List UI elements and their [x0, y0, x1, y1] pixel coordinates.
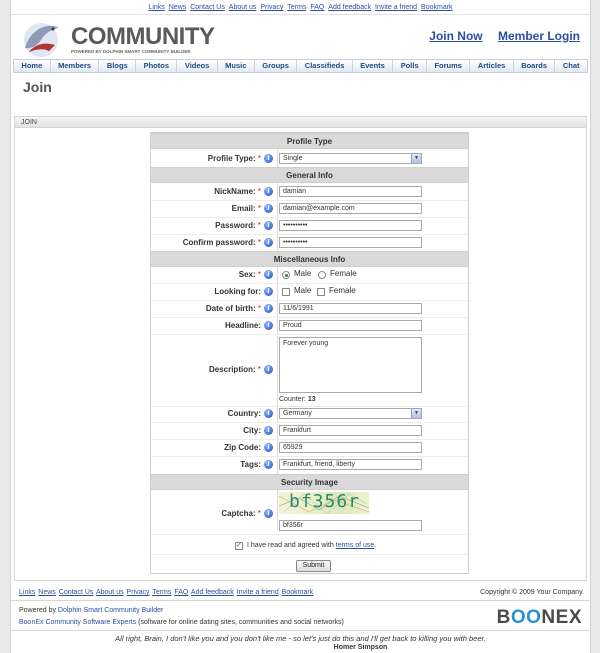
top-divider	[11, 14, 590, 15]
email-label: Email: *	[231, 204, 261, 213]
description-label: Description: *	[208, 365, 261, 374]
looking-for-label: Looking for:	[214, 287, 261, 296]
nav-events[interactable]: Events	[353, 60, 393, 72]
boonex-experts-link[interactable]: BoonEx Community Software Experts	[19, 619, 137, 626]
info-icon[interactable]: i	[264, 154, 273, 163]
dolphin-link[interactable]: Dolphin Smart Community Builder	[57, 607, 164, 614]
row-divider	[151, 234, 468, 235]
logo-title: COMMUNITY	[71, 23, 215, 50]
tags-label: Tags:	[240, 460, 261, 469]
top-link-privacy[interactable]: Privacy	[260, 4, 284, 11]
top-link-feedback[interactable]: Add feedback	[328, 4, 372, 11]
footer-link-news[interactable]: News	[38, 589, 56, 596]
sex-female-label: Female	[330, 269, 357, 278]
footer-link-faq[interactable]: FAQ	[174, 589, 189, 596]
top-link-faq[interactable]: FAQ	[310, 4, 325, 11]
info-icon[interactable]: i	[264, 287, 273, 296]
info-icon[interactable]: i	[264, 509, 273, 518]
top-link-news[interactable]: News	[168, 4, 187, 11]
nav-classifieds[interactable]: Classifieds	[297, 60, 352, 72]
chevron-down-icon: ▼	[411, 409, 421, 418]
bottom-divider	[11, 630, 590, 631]
sex-male-radio[interactable]	[282, 271, 290, 279]
info-icon[interactable]: i	[264, 270, 273, 279]
boonex-logo[interactable]: BOONEX	[496, 607, 582, 628]
top-link-bookmark[interactable]: Bookmark	[421, 4, 453, 11]
top-link-contact[interactable]: Contact Us	[190, 4, 225, 11]
nav-chat[interactable]: Chat	[562, 61, 580, 70]
looking-female-checkbox[interactable]	[317, 288, 325, 296]
password-label: Password: *	[215, 221, 261, 230]
nav-photos[interactable]: Photos	[136, 60, 177, 72]
city-label: City:	[243, 426, 261, 435]
info-icon[interactable]: i	[264, 187, 273, 196]
quote-author: Homer Simpson	[333, 644, 388, 651]
row-divider	[151, 300, 468, 301]
top-links	[11, 4, 590, 11]
password-input[interactable]: ••••••••••	[279, 220, 422, 231]
footer-link-terms[interactable]: Terms	[152, 589, 172, 596]
sex-male-label: Male	[294, 269, 312, 278]
captcha-text: bf356r	[289, 492, 361, 512]
row-divider	[151, 283, 468, 284]
footer-link-about[interactable]: About us	[95, 589, 124, 596]
submit-button[interactable]: Submit	[296, 560, 331, 572]
row-divider	[151, 422, 468, 423]
footer-link-invite[interactable]: Invite a friend	[236, 589, 279, 596]
chevron-down-icon: ▼	[411, 154, 421, 163]
footer-link-contact[interactable]: Contact Us	[58, 589, 94, 596]
nav-groups[interactable]: Groups	[255, 60, 298, 72]
nickname-label: NickName: *	[214, 187, 261, 196]
nav-blogs[interactable]: Blogs	[99, 60, 136, 72]
footer-link-privacy[interactable]: Privacy	[126, 589, 150, 596]
auth-links	[417, 29, 580, 43]
footer-link-bookmark[interactable]: Bookmark	[281, 589, 314, 596]
captcha-label: Captcha: *	[221, 509, 261, 518]
member-login-link[interactable]: Member Login	[497, 29, 580, 43]
terms-of-use-link[interactable]: terms of use	[335, 542, 375, 549]
main-nav	[13, 59, 588, 73]
info-icon[interactable]: i	[264, 221, 273, 230]
profile-type-label: Profile Type: *	[207, 154, 261, 163]
nav-polls[interactable]: Polls	[393, 60, 427, 72]
email-input[interactable]: damian@example.com	[279, 203, 422, 214]
row-divider	[151, 200, 468, 201]
nav-music[interactable]: Music	[218, 60, 255, 72]
info-icon[interactable]: i	[264, 365, 273, 374]
nav-members[interactable]: Members	[51, 60, 100, 72]
footer-divider	[11, 600, 590, 601]
column-divider	[277, 149, 278, 474]
top-link-links[interactable]: Links	[148, 4, 165, 11]
info-icon[interactable]: i	[264, 460, 273, 469]
nav-home[interactable]: Home	[14, 60, 51, 72]
info-icon[interactable]: i	[264, 409, 273, 418]
footer-link-links[interactable]: Links	[19, 589, 36, 596]
row-divider	[151, 406, 468, 407]
description-textarea[interactable]: Forever young	[279, 337, 422, 393]
looking-female-label: Female	[329, 286, 356, 295]
country-select[interactable]: Germany ▼	[279, 408, 422, 419]
top-link-invite[interactable]: Invite a friend	[375, 4, 418, 11]
city-input[interactable]: Frankfurt	[279, 425, 422, 436]
top-link-terms[interactable]: Terms	[287, 4, 307, 11]
boonex-experts: BoonEx Community Software Experts (software for online dating sites, communities and social networks)	[19, 619, 344, 626]
description-counter: Counter: 13	[279, 396, 316, 403]
footer-quote: All right, Brain, I don't like you and you don't like me - so let's just do this and I'll get back to killing you with beer.	[115, 634, 486, 643]
row-divider	[151, 554, 468, 555]
dob-label: Date of birth: *	[205, 304, 261, 313]
zip-input[interactable]: 65929	[279, 442, 422, 453]
section-security-image: Security Image	[151, 474, 468, 490]
info-icon[interactable]: i	[264, 304, 273, 313]
info-icon[interactable]: i	[264, 443, 273, 452]
sex-female-radio[interactable]	[318, 271, 326, 279]
profile-type-select[interactable]: Single ▼	[279, 153, 422, 164]
join-form	[150, 132, 469, 574]
nav-boards[interactable]: Boards	[514, 60, 556, 72]
country-label: Country:	[227, 409, 261, 418]
terms-checkbox[interactable]: ✓	[236, 542, 242, 549]
footer-links	[19, 589, 314, 596]
section-profile-type: Profile Type	[151, 133, 468, 149]
row-divider	[151, 317, 468, 318]
dolphin-logo-icon	[19, 18, 63, 60]
captcha-image	[279, 492, 369, 514]
page	[10, 0, 591, 653]
confirm-password-input[interactable]: ••••••••••	[279, 237, 422, 248]
terms-text: I have read and agreed with terms of use.	[247, 542, 377, 549]
dob-input[interactable]: 11/6/1991	[279, 303, 422, 314]
section-general-info: General Info	[151, 167, 468, 183]
info-icon[interactable]: i	[264, 426, 273, 435]
section-misc-info: Miscellaneous Info	[151, 251, 468, 267]
nav-videos[interactable]: Videos	[177, 60, 217, 72]
nickname-input[interactable]: damian	[279, 186, 422, 197]
nav-articles[interactable]: Articles	[470, 60, 513, 72]
row-divider	[151, 456, 468, 457]
site-logo[interactable]	[19, 18, 215, 60]
row-divider	[151, 334, 468, 335]
sex-label: Sex: *	[238, 270, 261, 279]
powered-by: Powered by Dolphin Smart Community Builder	[19, 607, 164, 614]
tags-input[interactable]: Frankfurt, friend, liberty	[279, 459, 422, 470]
row-divider	[151, 439, 468, 440]
headline-label: Headline:	[224, 321, 261, 330]
logo-subtitle: POWERED BY DOLPHIN SMART COMMUNITY BUILDER	[71, 49, 191, 54]
nav-forums[interactable]: Forums	[427, 60, 470, 72]
info-icon[interactable]: i	[264, 321, 273, 330]
join-box-title: JOIN	[15, 117, 586, 128]
row-divider	[151, 534, 468, 535]
join-now-link[interactable]: Join Now	[429, 29, 483, 43]
info-icon[interactable]: i	[264, 238, 273, 247]
copyright: Copyright © 2009 Your Company.	[480, 589, 584, 596]
top-link-about[interactable]: About us	[228, 4, 257, 11]
footer-link-feedback[interactable]: Add feedback	[190, 589, 234, 596]
row-divider	[151, 217, 468, 218]
info-icon[interactable]: i	[264, 204, 273, 213]
looking-male-label: Male	[294, 286, 312, 295]
confirm-password-label: Confirm password: *	[182, 238, 261, 247]
page-title: Join	[23, 79, 52, 95]
headline-input[interactable]: Proud	[279, 320, 422, 331]
captcha-input[interactable]: bf356r	[279, 520, 422, 531]
zip-label: Zip Code:	[224, 443, 261, 452]
column-divider-captcha	[277, 490, 278, 530]
looking-male-checkbox[interactable]	[282, 288, 290, 296]
